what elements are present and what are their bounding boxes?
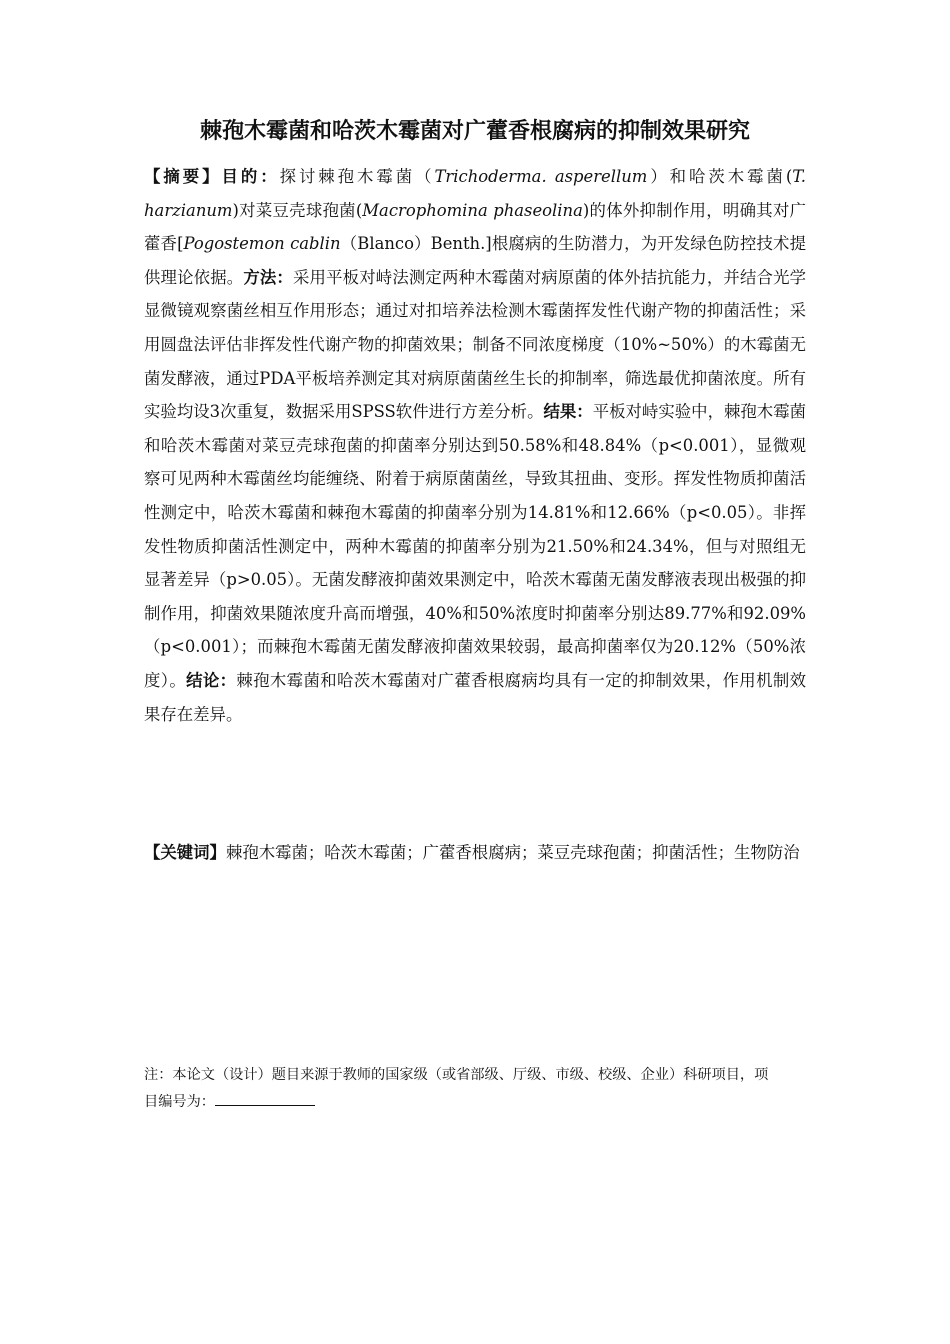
- project-number-blank: [215, 1091, 315, 1106]
- methods-text: 采用平板对峙法测定两种木霉菌对病原菌的体外拮抗能力，并结合光学显微镜观察菌丝相互作用形态；通过对扣培养法检测木霉菌挥发性代谢产物的抑菌活性；采用圆盘法评估非挥发性代谢产物的抑菌效果；制备不同浓度梯度（10%~50%）的木霉菌无菌发酵液，通过PDA平板培养测定其对病原菌菌丝生长的抑制率，筛选最优抑菌浓度。所有实验均设3次重复，数据采用SPSS软件进行方差分析。: [144, 267, 807, 422]
- purpose-text-4: )的体外抑制作用，明确其对广藿香[: [144, 200, 806, 254]
- species-macrophomina-phaseolina: Macrophomina phaseolina: [362, 200, 583, 220]
- species-trichoderma-harzianum: T. harzianum: [144, 167, 807, 220]
- purpose-text-3: )对菜豆壳球孢菌(: [232, 200, 363, 220]
- conclusion-text: 棘孢木霉菌和哈茨木霉菌对广藿香根腐病均具有一定的抑制效果，作用机制效果存在差异。: [144, 670, 806, 724]
- species-trichoderma-asperellum: Trichoderma. asperellum: [434, 167, 648, 186]
- species-pogostemon-cablin: Pogostemon cablin: [183, 234, 341, 254]
- conclusion-label: 结论：: [186, 670, 237, 690]
- keywords-text: 棘孢木霉菌；哈茨木霉菌；广藿香根腐病；菜豆壳球孢菌；抑菌活性；生物防治: [225, 843, 800, 862]
- purpose-text-2: ）和哈茨木霉菌(: [647, 167, 793, 186]
- methods-label: 方法：: [243, 267, 293, 287]
- paper-title: 棘孢木霉菌和哈茨木霉菌对广藿香根腐病的抑制效果研究: [199, 119, 750, 144]
- keywords-label: 【关键词】: [144, 843, 226, 862]
- purpose-label: 目的：: [221, 167, 280, 186]
- keywords-paragraph: [144, 836, 806, 869]
- purpose-text-1: 探讨棘孢木霉菌（: [279, 167, 435, 186]
- purpose-text-5: （Blanco）Benth.]根腐病的生防潜力，为开发绿色防控技术提供理论依据。: [144, 234, 806, 287]
- abstract-paragraph: [144, 160, 806, 731]
- footnote: [144, 1062, 774, 1116]
- footnote-text: 注：本论文（设计）题目来源于教师的国家级（或省部级、厅级、市级、校级、企业）科研项目，项目编号为：: [144, 1067, 769, 1110]
- results-text: 平板对峙实验中，棘孢木霉菌和哈茨木霉菌对菜豆壳球孢菌的抑菌率分别达到50.58%和48.84%（p<0.001），显微观察可见两种木霉菌丝均能缠绕、附着于病原菌菌丝，导致其扭曲、变形。挥发性物质抑菌活性测定中，哈茨木霉菌和棘孢木霉菌的抑菌率分别为14.81%和12.66%（p<0.05）。非挥发性物质抑菌活性测定中，两种木霉菌的抑菌率分别为21.50%和24.34%，但与对照组无显著差异（p>0.05）。无菌发酵液抑菌效果测定中，哈茨木霉菌无菌发酵液表现出极强的抑制作用，抑菌效果随浓度升高而增强，40%和50%浓度时抑菌率分别达89.77%和92.09%（p<0.001）；而棘孢木霉菌无菌发酵液抑菌效果较弱，最高抑菌率仅为20.12%（50%浓度）。: [144, 402, 807, 690]
- abstract-label: 【摘要】: [144, 167, 222, 186]
- results-label: 结果：: [543, 402, 593, 422]
